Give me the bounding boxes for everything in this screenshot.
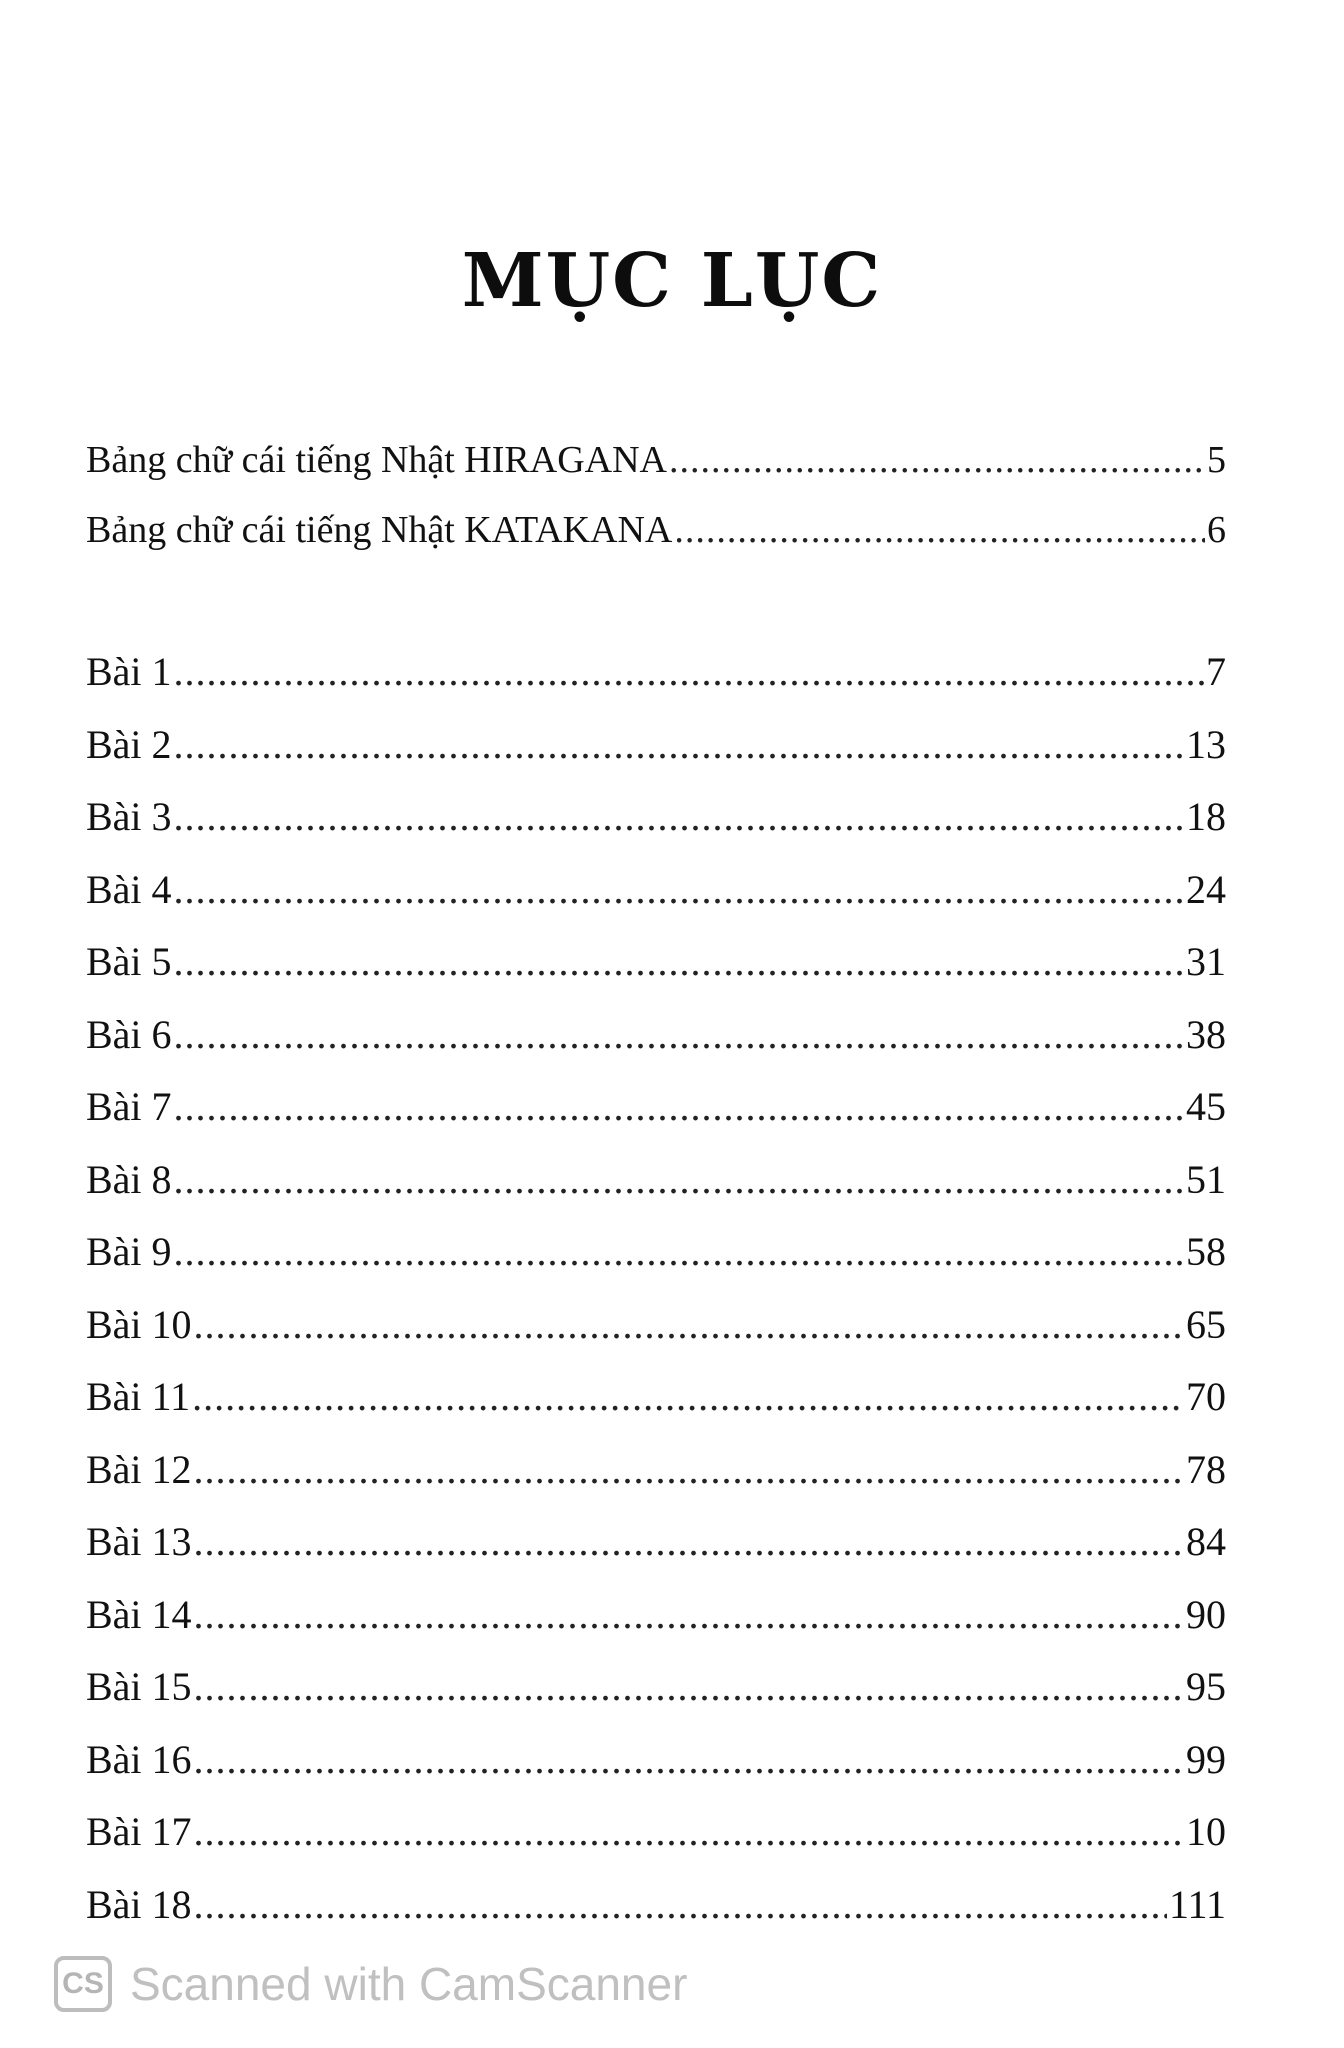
toc-leader-dots (194, 1881, 1167, 1928)
camscanner-logo-icon: CS (54, 1956, 112, 2012)
toc-leader-dots (174, 1011, 1184, 1058)
toc-entry-page: 70 (1186, 1374, 1226, 1419)
camscanner-watermark (54, 1956, 687, 2012)
toc-leader-dots (174, 793, 1184, 840)
toc-leader-dots (174, 721, 1184, 768)
toc-entry-label: Bài 12 (86, 1446, 192, 1492)
toc-entry (86, 1518, 1226, 1591)
toc-leader-dots (194, 1301, 1184, 1348)
toc-entry (86, 1156, 1226, 1229)
toc-entry-label: Bài 10 (86, 1301, 192, 1347)
toc-entry-page: 58 (1186, 1229, 1226, 1274)
toc-entry (86, 508, 1226, 578)
toc-entry-page: 24 (1186, 866, 1226, 912)
toc-entry (86, 793, 1226, 866)
toc-entry-page: 45 (1186, 1084, 1226, 1129)
toc-leader-dots (194, 1591, 1184, 1638)
toc-entry-label: Bài 4 (86, 866, 172, 912)
toc-entry-page: 5 (1207, 439, 1226, 481)
toc-entry-label: Bảng chữ cái tiếng Nhật KATAKANA (86, 509, 673, 551)
toc-entry-label: Bài 13 (86, 1519, 192, 1564)
toc-entry (86, 1736, 1226, 1809)
toc-entry-page: 84 (1186, 1519, 1226, 1564)
toc-entry (86, 1228, 1226, 1301)
toc-leader-dots (194, 1736, 1184, 1783)
toc-entry-label: Bài 2 (86, 721, 172, 767)
toc-intro-list (86, 438, 1226, 578)
toc-entry-page: 95 (1186, 1664, 1226, 1709)
watermark-text: Scanned with CamScanner (130, 1958, 688, 2010)
toc-entry-page: 6 (1207, 509, 1226, 551)
toc-entry-label: Bài 15 (86, 1664, 192, 1709)
toc-leader-dots (669, 438, 1205, 482)
toc-entry (86, 1808, 1226, 1881)
toc-entry (86, 1446, 1226, 1519)
toc-leader-dots (174, 866, 1184, 913)
toc-leader-dots (174, 1083, 1184, 1130)
toc-entry-page: 78 (1186, 1446, 1226, 1492)
toc-entry-label: Bài 18 (86, 1881, 192, 1927)
toc-entry-page: 18 (1186, 794, 1226, 839)
toc-entry (86, 1663, 1226, 1736)
toc-entry-label: Bài 6 (86, 1011, 172, 1057)
toc-entry-label: Bài 8 (86, 1156, 172, 1202)
toc-entry-label: Bài 17 (86, 1809, 192, 1854)
toc-leader-dots (174, 648, 1204, 695)
toc-leader-dots (174, 1156, 1184, 1203)
toc-entry-page: 31 (1186, 939, 1226, 984)
toc-entry (86, 1301, 1226, 1374)
toc-leader-dots (192, 1373, 1184, 1420)
toc-entry-page: 99 (1186, 1736, 1226, 1782)
page-title: MỤC LỤC (461, 238, 883, 324)
toc-entry-label: Bài 9 (86, 1229, 172, 1274)
toc-entry-label: Bài 7 (86, 1084, 172, 1129)
toc-entry-label: Bài 5 (86, 939, 172, 984)
toc-entry-label: Bài 3 (86, 794, 172, 839)
toc-entry (86, 866, 1226, 939)
toc-entry (86, 938, 1226, 1011)
toc-entry-label: Bảng chữ cái tiếng Nhật HIRAGANA (86, 439, 667, 481)
toc-entry-label: Bài 11 (86, 1374, 191, 1419)
toc-entry (86, 1083, 1226, 1156)
toc-entry (86, 721, 1226, 794)
toc-leader-dots (194, 1808, 1184, 1855)
toc-leader-dots (174, 938, 1184, 985)
toc-entry-page: 111 (1168, 1881, 1226, 1927)
toc-entry (86, 1011, 1226, 1084)
toc-entry (86, 1373, 1226, 1446)
toc-entry (86, 1881, 1226, 1954)
toc-entry (86, 438, 1226, 508)
toc-entry-page: 65 (1186, 1301, 1226, 1347)
toc-entry-page: 10 (1186, 1809, 1226, 1854)
toc-leader-dots (174, 1228, 1184, 1275)
toc-entry-label: Bài 14 (86, 1591, 192, 1637)
toc-entry-label: Bài 1 (86, 649, 172, 694)
toc-entry-page: 7 (1206, 649, 1226, 694)
toc-entry-page: 51 (1186, 1156, 1226, 1202)
toc-entry-page: 13 (1186, 721, 1226, 767)
toc-entry-page: 38 (1186, 1011, 1226, 1057)
toc-entry-label: Bài 16 (86, 1736, 192, 1782)
toc-entry-page: 90 (1186, 1591, 1226, 1637)
toc-entry (86, 1591, 1226, 1664)
toc-leader-dots (194, 1446, 1184, 1493)
toc-leader-dots (194, 1518, 1184, 1565)
toc-lesson-list (86, 648, 1226, 1953)
toc-leader-dots (674, 508, 1205, 552)
toc-entry (86, 648, 1226, 721)
toc-leader-dots (194, 1663, 1184, 1710)
